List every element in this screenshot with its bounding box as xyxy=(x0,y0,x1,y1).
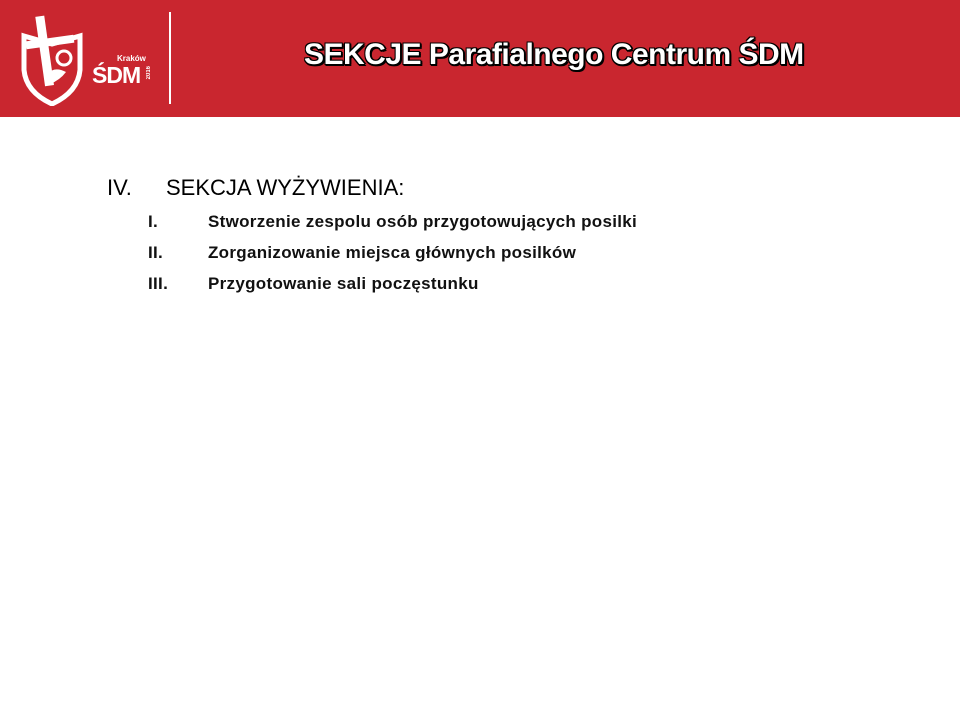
list-item-text: Zorganizowanie miejsca głównych posilków xyxy=(208,243,577,262)
list-item xyxy=(148,274,637,305)
logo-city-text: Kraków xyxy=(117,54,146,63)
list-item-number: II. xyxy=(148,243,164,262)
header-bar xyxy=(0,0,960,117)
list-item-text: Stworzenie zespolu osób przygotowujących posilki xyxy=(208,212,638,231)
list-item xyxy=(148,243,637,274)
logo-year-text: 2016 xyxy=(146,66,152,80)
list-item-number: I. xyxy=(148,212,159,231)
list-item-text: Przygotowanie sali poczęstunku xyxy=(208,274,479,293)
list-item-number: III. xyxy=(148,274,169,293)
section-title: SEKCJA WYŻYWIENIA: xyxy=(166,175,405,200)
slide-title: SEKCJE Parafialnego Centrum ŚDM xyxy=(304,38,804,71)
section-item-list xyxy=(148,212,637,305)
logo-name-text: ŚDM xyxy=(92,62,141,88)
logo-divider xyxy=(169,12,171,104)
section-number: IV. xyxy=(107,175,132,200)
section-heading xyxy=(107,175,404,201)
list-item xyxy=(148,212,637,243)
